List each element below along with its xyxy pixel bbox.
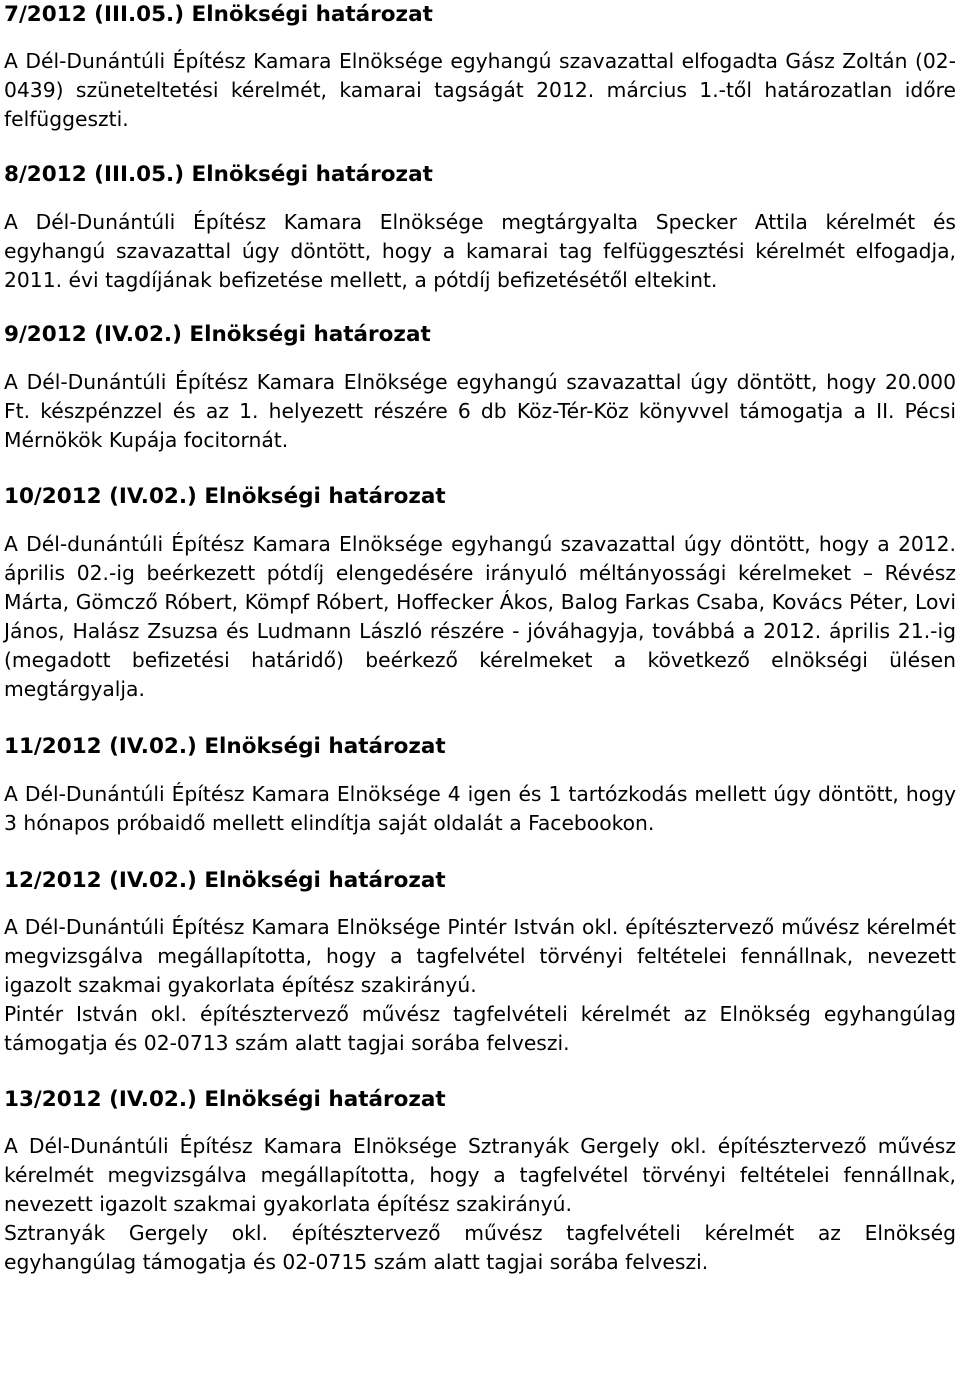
resolution-text: A Dél-Dunántúli Építész Kamara Elnöksége Sztranyák Gergely okl. építésztervező művész kérelmét megvizsgálva megállapította, hogy a tagfelvétel törvényi feltételei fennállnak, nevezett igazolt szakmai gyakorlata építész szakirányú. (4, 1134, 956, 1216)
resolution-9 (4, 320, 956, 455)
resolution-text: A Dél-Dunántúli Építész Kamara Elnöksége egyhangú szavazattal elfogadta Gász Zoltán (02-0439) szüneteltetési kérelmét, kamarai tagságát 2012. március 1.-től határozatlan időre felfüggeszti. (4, 49, 956, 131)
resolution-8 (4, 160, 956, 295)
resolution-text: A Dél-Dunántúli Építész Kamara Elnöksége egyhangú szavazattal úgy döntött, hogy 20.000 Ft. készpénzzel és az 1. helyezett részére 6 db Köz-Tér-Köz könyvvel támogatja a II. Pécsi Mérnökök Kupája focitornát. (4, 370, 956, 452)
resolution-text: A Dél-Dunántúli Építész Kamara Elnöksége megtárgyalta Specker Attila kérelmét és egyhangú szavazattal úgy döntött, hogy a kamarai tag felfüggesztési kérelmét elfogadja, 2011. évi tagdíjának befizetése mellett, a pótdíj befizetésétől eltekint. (4, 210, 956, 292)
resolution-title: 13/2012 (IV.02.) Elnökségi határozat (4, 1087, 446, 1112)
resolution-13 (4, 1085, 956, 1277)
resolution-text: Sztranyák Gergely okl. építésztervező művész tagfelvételi kérelmét az Elnökség egyhangúlag támogatja és 02-0715 szám alatt tagjai sorába felveszi. (4, 1221, 956, 1274)
resolution-text: A Dél-Dunántúli Építész Kamara Elnöksége Pintér István okl. építésztervező művész kérelmét megvizsgálva megállapította, hogy a tagfelvétel törvényi feltételei fennállnak, nevezett igazolt szakmai gyakorlata építész szakirányú. (4, 915, 956, 997)
resolution-10 (4, 482, 956, 704)
resolution-title: 8/2012 (III.05.) Elnökségi határozat (4, 162, 433, 187)
resolution-title: 12/2012 (IV.02.) Elnökségi határozat (4, 868, 446, 893)
resolution-text: Pintér István okl. építésztervező művész tagfelvételi kérelmét az Elnökség egyhangúlag támogatja és 02-0713 szám alatt tagjai sorába felveszi. (4, 1002, 956, 1055)
document-page (4, 0, 956, 1277)
resolution-text: A Dél-dunántúli Építész Kamara Elnöksége egyhangú szavazattal úgy döntött, hogy a 2012. április 02.-ig beérkezett pótdíj elengedésére irányuló méltányossági kérelmeket – Révész Márta, Gömcző Róbert, Kömpf Róbert, Hoffecker Ákos, Balog Farkas Csaba, Kovács Péter, Lovi János, Halász Zsuzsa és Ludmann László részére - jóváhagyja, továbbá a 2012. április 21.-ig (megadott befizetési határidő) beérkező kérelmeket a következő elnökségi ülésen megtárgyalja. (4, 532, 956, 701)
resolution-7 (4, 0, 956, 134)
resolution-title: 11/2012 (IV.02.) Elnökségi határozat (4, 734, 446, 759)
resolution-12 (4, 866, 956, 1058)
resolution-title: 9/2012 (IV.02.) Elnökségi határozat (4, 322, 431, 347)
resolution-title: 10/2012 (IV.02.) Elnökségi határozat (4, 484, 446, 509)
resolution-text: A Dél-Dunántúli Építész Kamara Elnöksége 4 igen és 1 tartózkodás mellett úgy döntött, hogy 3 hónapos próbaidő mellett elindítja saját oldalát a Facebookon. (4, 782, 956, 835)
resolution-11 (4, 732, 956, 838)
resolution-title: 7/2012 (III.05.) Elnökségi határozat (4, 2, 433, 27)
